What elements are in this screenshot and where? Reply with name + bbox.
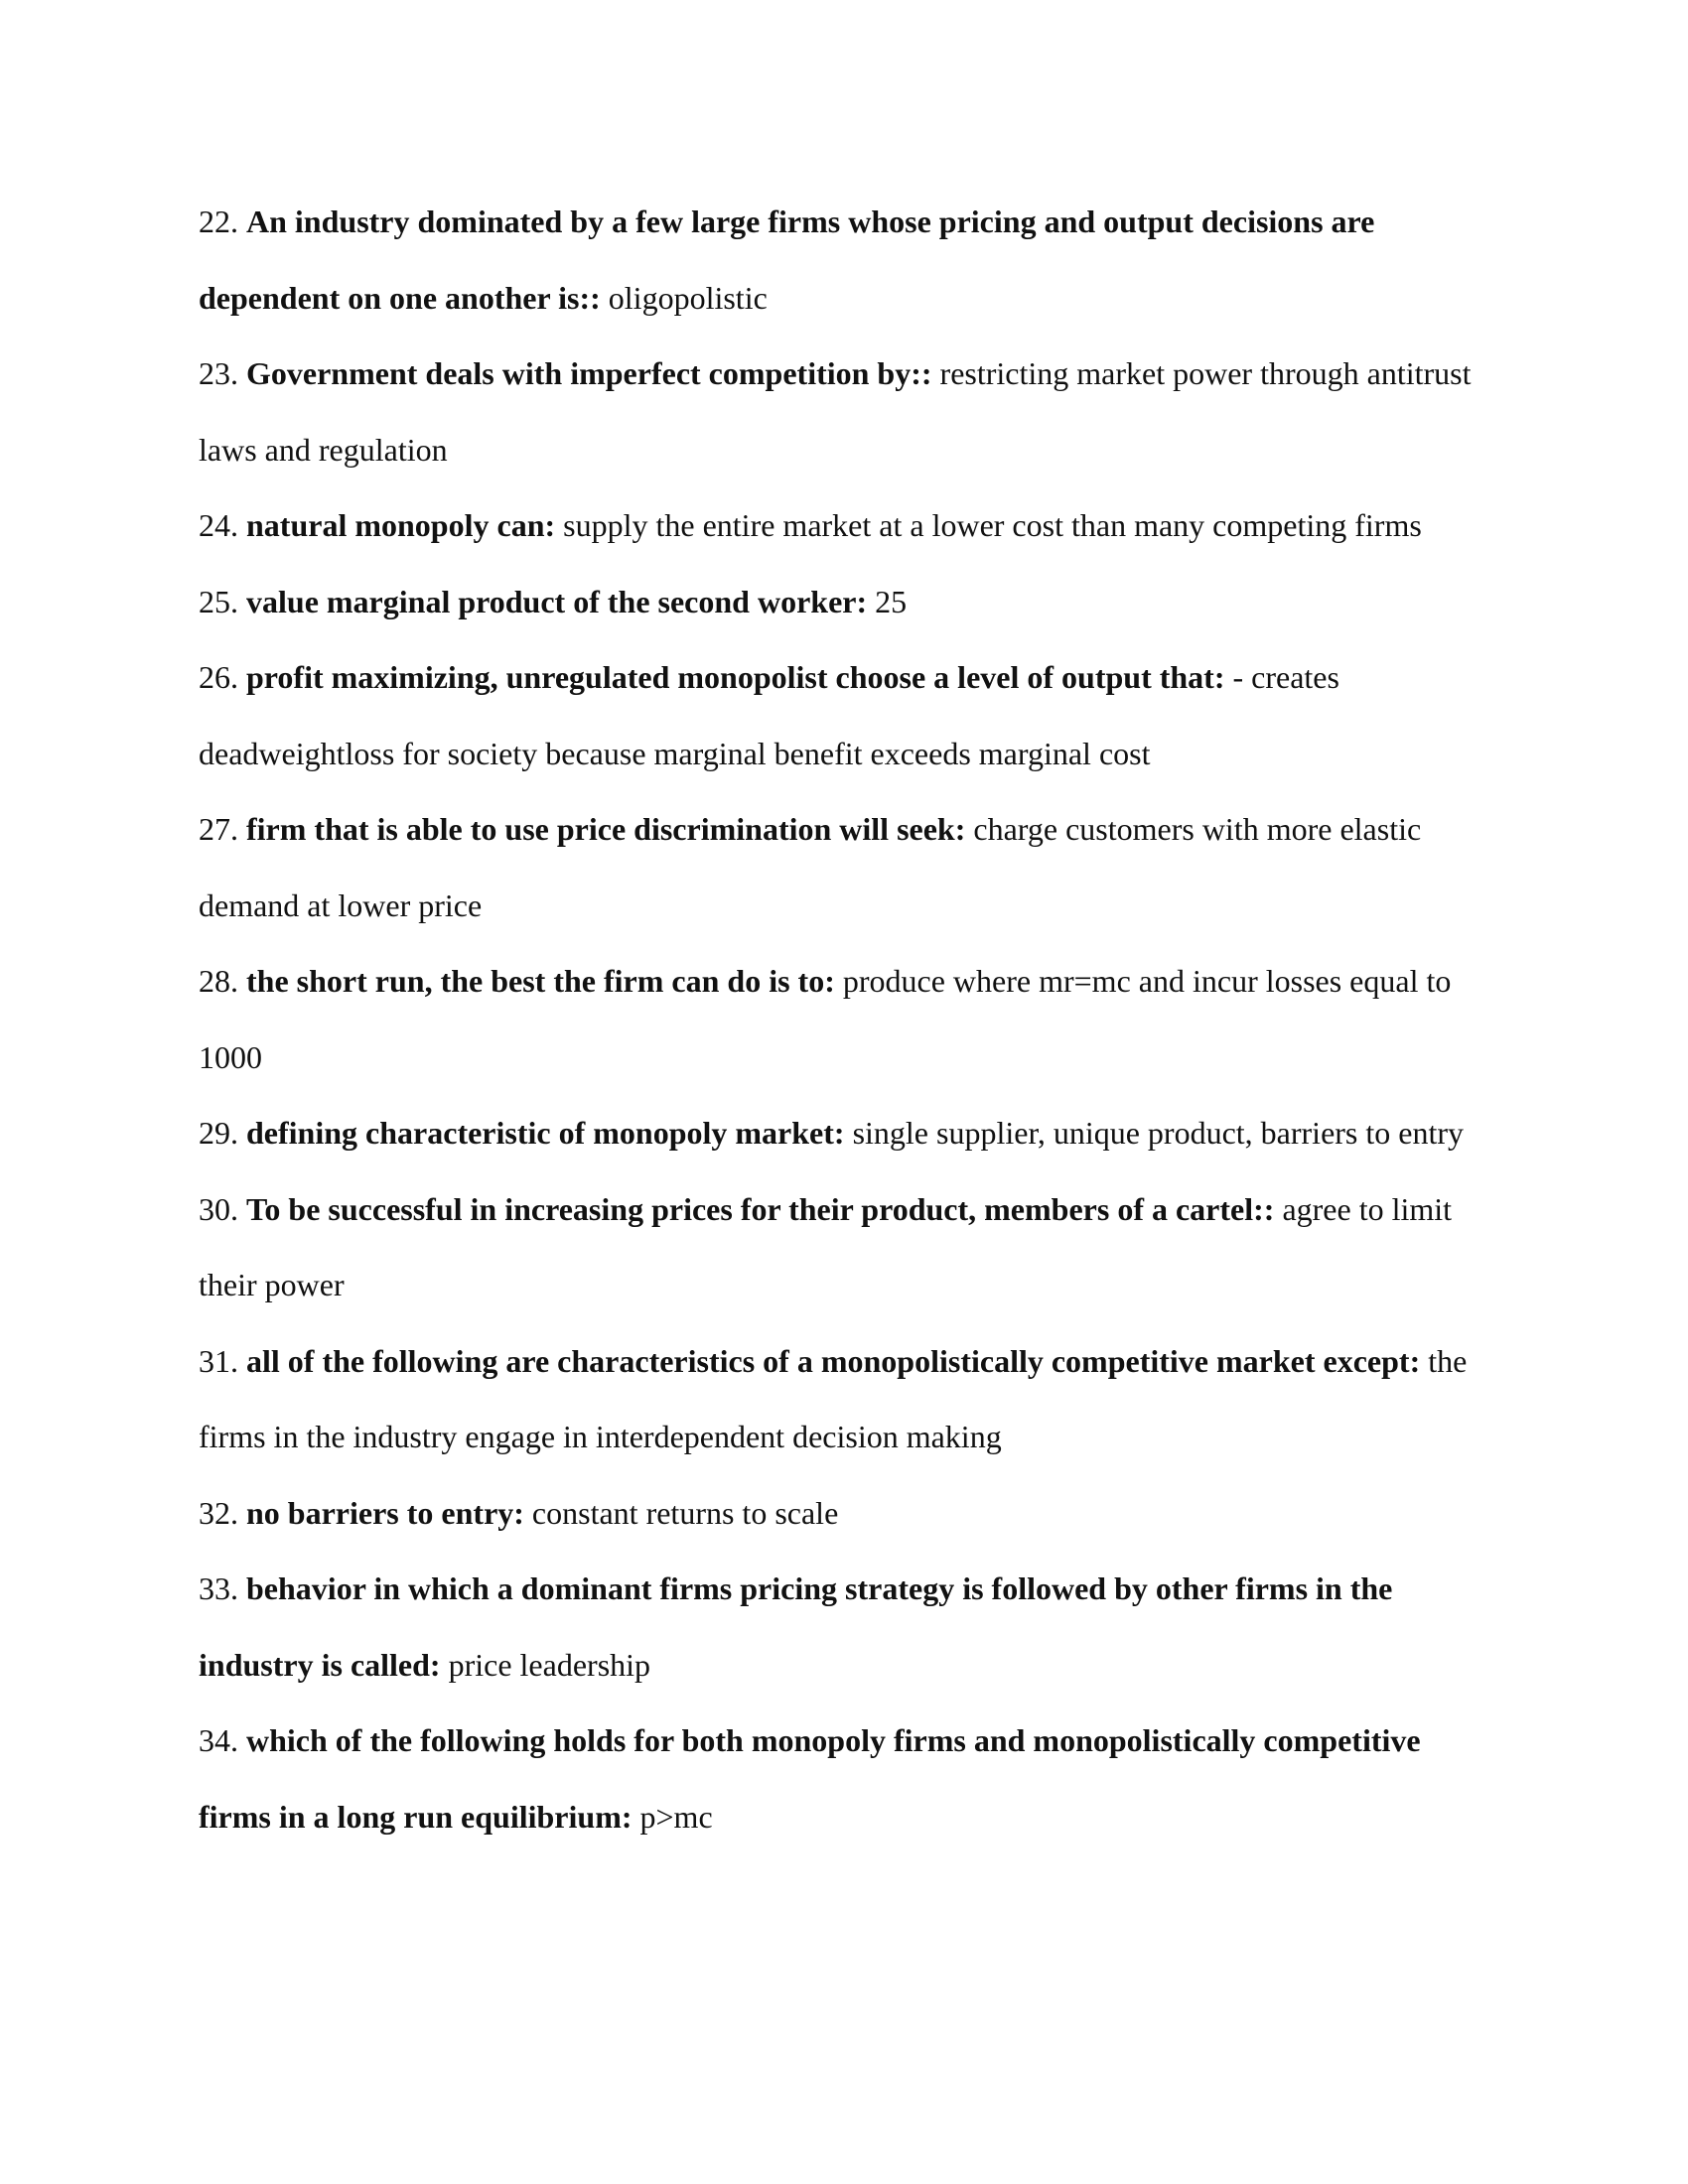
item-answer: produce where mr=mc and incur losses equal to 1000 [199,963,1452,1075]
item-answer: - creates deadweightloss for society because marginal benefit exceeds marginal cost [199,659,1339,771]
item-question: the short run, the best the firm can do is to: [246,963,835,999]
item-number: 33. [199,1570,238,1606]
item-answer: agree to limit their power [199,1190,1453,1302]
item-number: 26. [199,659,238,695]
item-number: 29. [199,1115,238,1151]
item-answer: price leadership [448,1646,651,1683]
item-answer: constant returns to scale [531,1494,839,1531]
qa-item-28 [199,943,1499,1095]
item-question: all of the following are characteristics of a monopolistically competitive market except: [246,1342,1421,1379]
item-number: 22. [199,204,238,239]
qa-item-30 [199,1171,1499,1323]
item-answer: supply the entire market at a lower cost than many competing firms [563,507,1422,543]
qa-item-24 [199,487,1499,564]
qa-item-22 [199,184,1499,336]
item-answer: oligopolistic [608,279,768,316]
item-answer: single supplier, unique product, barriers to entry [852,1115,1465,1151]
item-number: 34. [199,1722,238,1758]
qa-item-27 [199,791,1499,943]
qa-item-26 [199,639,1499,791]
item-answer: p>mc [639,1798,713,1835]
item-answer: 25 [875,583,908,619]
item-number: 28. [199,963,238,999]
item-question: behavior in which a dominant firms pricing strategy is followed by other firms in the industry is called: [199,1570,1393,1683]
item-number: 30. [199,1190,238,1227]
item-number: 23. [199,355,238,391]
item-question: natural monopoly can: [246,507,556,543]
item-question: firm that is able to use price discrimination will seek: [246,811,966,847]
qa-item-25 [199,564,1499,640]
qa-item-29 [199,1095,1499,1171]
qa-item-33 [199,1551,1499,1703]
document-page [199,184,1499,1854]
item-question: Government deals with imperfect competition by:: [246,355,932,391]
item-answer: the firms in the industry engage in interdependent decision making [199,1342,1468,1454]
item-number: 32. [199,1494,238,1531]
item-question: To be successful in increasing prices for their product, members of a cartel:: [246,1190,1275,1227]
item-number: 27. [199,811,238,847]
item-number: 31. [199,1342,238,1379]
item-number: 24. [199,507,238,543]
item-answer: restricting market power through antitrust laws and regulation [199,355,1472,468]
qa-item-23 [199,336,1499,487]
item-question: profit maximizing, unregulated monopolist choose a level of output that: [246,659,1225,695]
item-number: 25. [199,583,238,619]
item-question: value marginal product of the second worker: [246,583,868,619]
item-question: An industry dominated by a few large firms whose pricing and output decisions are dependent on one another is:: [199,204,1375,316]
item-question: no barriers to entry: [246,1494,524,1531]
item-answer: charge customers with more elastic demand at lower price [199,811,1422,923]
item-question: defining characteristic of monopoly market: [246,1115,845,1151]
item-question: which of the following holds for both monopoly firms and monopolistically competitive firms in a long run equilibrium: [199,1722,1421,1835]
qa-item-32 [199,1475,1499,1552]
qa-item-34 [199,1703,1499,1854]
qa-item-31 [199,1323,1499,1475]
